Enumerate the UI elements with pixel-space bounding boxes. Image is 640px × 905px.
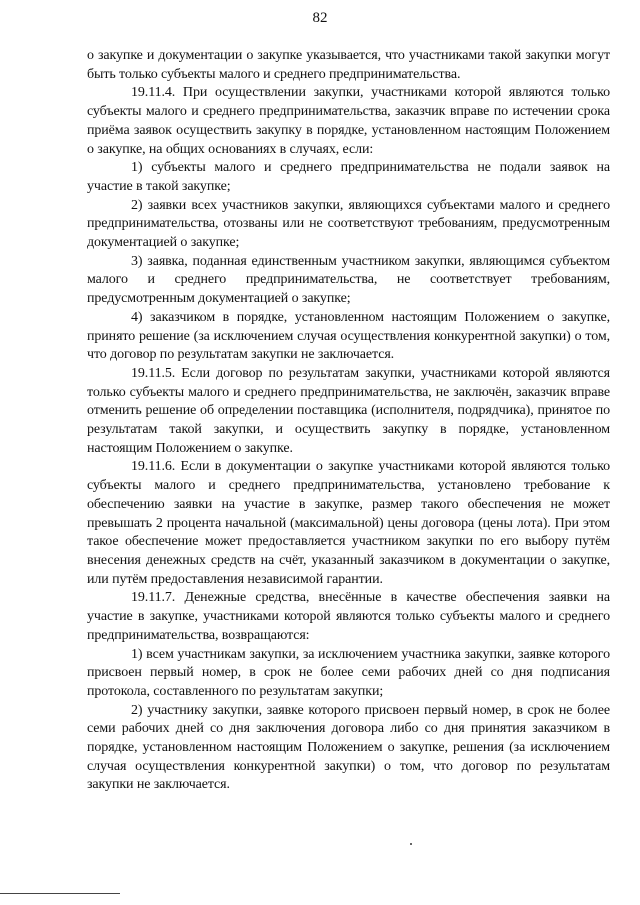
scan-speck [410, 843, 412, 845]
scan-edge-line [0, 893, 120, 894]
list-item-3: 3) заявка, поданная единственным участником закупки, являющимся субъектом малого и среднего предпринимательства, не соответствует требованиям, предусмотренным документацией о закупке; [87, 253, 610, 307]
paragraph-19-11-7: 19.11.7. Денежные средства, внесённые в качестве обеспечения заявки на участие в закупке, участниками которой являются только субъекты малого и среднего предпринимательства, возвращаются: [87, 590, 610, 643]
list-item-2: 2) заявки всех участников закупки, являющихся субъектами малого и среднего предпринимательства, отозваны или не соответствуют требованиям, предусмотренным документацией о закупке; [87, 197, 610, 251]
refund-item-1: 1) всем участникам закупки, за исключением участника закупки, заявке которого присвоен первый номер, в срок не более семи рабочих дней со дня подписания протокола, составленного по результатам закупки; [87, 646, 610, 699]
refund-item-2: 2) участнику закупки, заявке которого присвоен первый номер, в срок не более семи рабочих дней со дня заключения договора либо со дня принятия заказчиком в порядке, установленном настоящим Положением о закупке, решения (за исключением случая осуществления конкурентной закупки) о том, что договор по результатам закупки не заключается. [87, 702, 610, 793]
list-item-4: 4) заказчиком в порядке, установленном настоящим Положением о закупке, принято решение (за исключением случая осуществления конкурентной закупки) о том, что договор по результатам закупки не заключается. [87, 309, 610, 363]
document-body [87, 47, 610, 795]
paragraph-19-11-4: 19.11.4. При осуществлении закупки, участниками которой являются только субъекты малого и среднего предпринимательства, заказчик вправе по истечении срока приёма заявок осуществить закупку в порядке, установленном настоящим Положением о закупке, на общих основаниях в случаях, если: [87, 85, 610, 157]
list-item-1: 1) субъекты малого и среднего предпринимательства не подали заявок на участие в такой закупке; [87, 160, 610, 194]
paragraph-continuation: о закупке и документации о закупке указывается, что участниками такой закупки могут быть только субъекты малого и среднего предпринимательства. [87, 48, 610, 82]
page-number: 82 [312, 10, 328, 26]
paragraph-19-11-6: 19.11.6. Если в документации о закупке участниками которой являются только субъекты малого и среднего предпринимательства, установлено требование к обеспечению заявки на участие в закупке, размер такого обеспечения не может превышать 2 процента начальной (максимальной) цены договора (цены лота). При этом такое обеспечение может предоставляется участником закупки по его выбору путём внесения денежных средств на счёт, указанный заказчиком в документации о закупке, или путём предоставления независимой гарантии. [87, 459, 610, 587]
paragraph-19-11-5: 19.11.5. Если договор по результатам закупки, участниками которой являются только субъекты малого и среднего предпринимательства, не заключён, заказчик вправе отменить решение об определении поставщика (исполнителя, подрядчика), принятое по результатам такой закупки, и осуществить закупку в порядке, установленном настоящим Положением о закупке. [87, 365, 610, 456]
